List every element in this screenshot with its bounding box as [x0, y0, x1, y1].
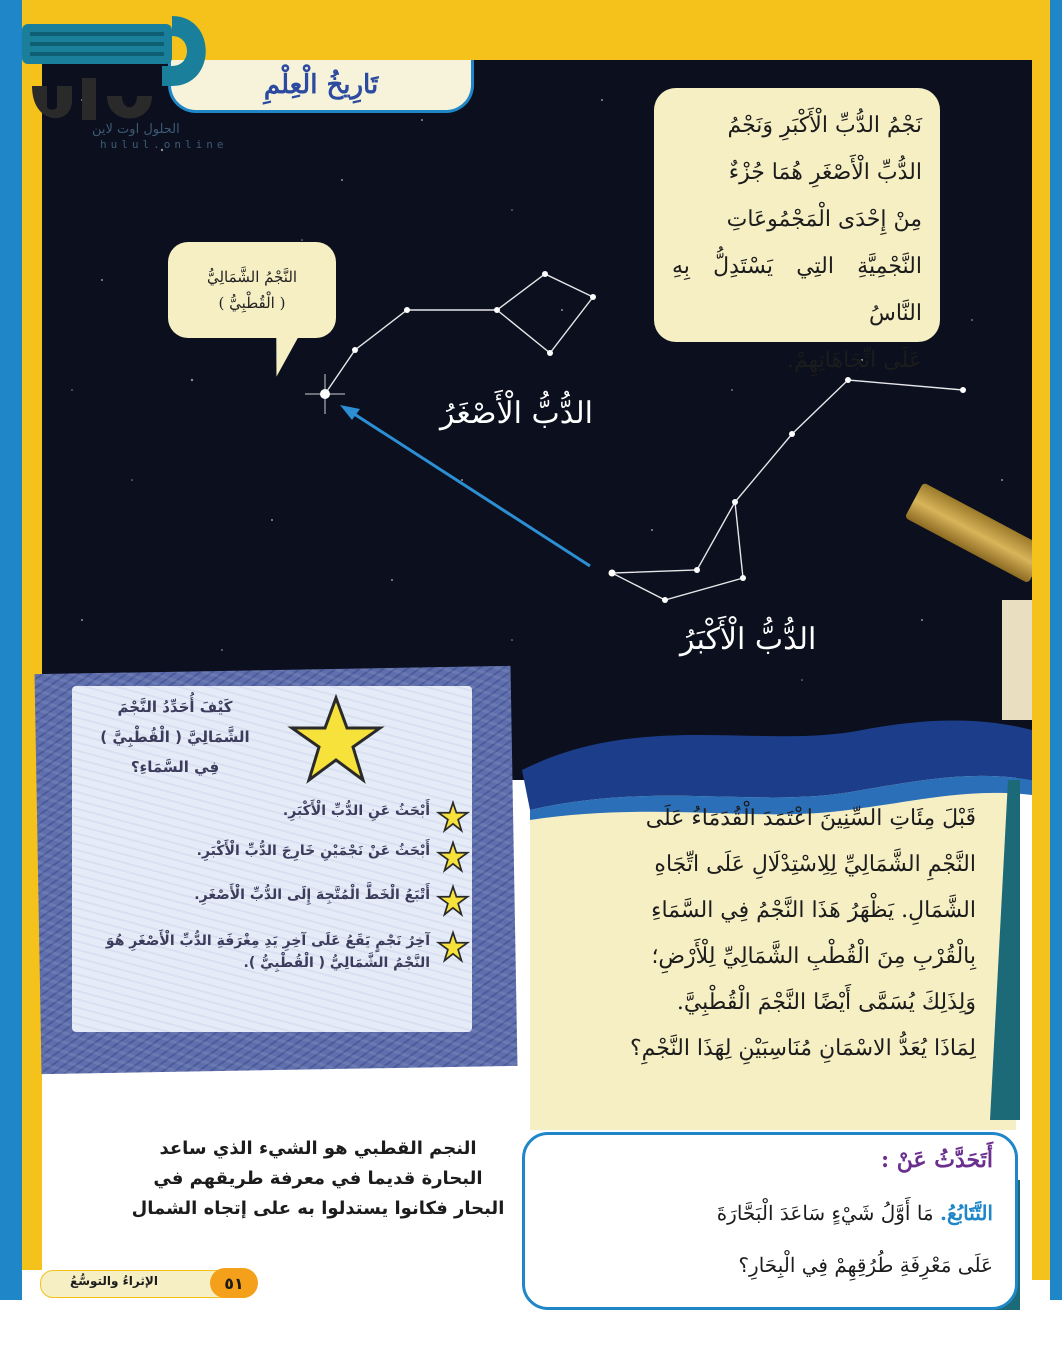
logo-text: الحلول اوت لاين [92, 122, 180, 137]
question-line: الشَّمَالِيَّ ( الْقُطْبِيَّ ) [100, 728, 250, 746]
question-line: كَيْفَ أُحَدِّدُ النَّجْمَ [117, 698, 233, 716]
info-line: نَجْمُ الدُّبِّ الْأَكْبَرِ وَنَجْمُ [727, 113, 922, 138]
how-to-question [90, 692, 260, 782]
info-line: الدُّبِّ الْأَصْغَرِ هُمَا جُزْءٌ [728, 160, 922, 185]
step-item [92, 800, 482, 840]
bubble-line: النَّجْمُ الشَّمَالِيُّ [206, 268, 298, 286]
frame-left-yellow [22, 0, 42, 1270]
paragraph-line: بِالْقُرْبِ مِنَ الْقُطْبِ الشَّمَالِيِّ لِلْأَرْضِ؛ [651, 944, 976, 969]
talk-question-line: مَا أَوَّلُ شَيْءٍ سَاعَدَ الْبَحَّارَةَ [716, 1201, 934, 1225]
step-text: أَبْحَثُ عَنْ نَجْمَيْنِ خَارِجَ الدُّبِّ الْأَكْبَرِ. [196, 843, 430, 859]
info-line: النَّجْمِيَّةِ التِي يَسْتَدِلُّ بِهِ النَّاسُ [672, 254, 922, 326]
constellation-info-box [654, 88, 940, 373]
page-number: ٥١ [210, 1268, 258, 1298]
step-item [92, 930, 482, 990]
page-footer [40, 1264, 254, 1300]
footer-section-label: الإثراءُ والتوسُّعُ [70, 1274, 158, 1288]
paragraph-line: قَبْلَ مِئَاتِ السِّنِينَ اعْتَمَدَ الْقُدَمَاءُ عَلَى [645, 806, 976, 831]
step-text: آخِرُ نَجْمٍ يَقَعُ عَلَى آخِرِ يَدِ مِغْرَفَةِ الدُّبِّ الْأَصْغَرِ هُوَ النَّجْمُ الشَّمَالِيُّ ( الْقُطْبِيُّ ). [105, 933, 430, 971]
question-line: فِي السَّمَاءِ؟ [130, 758, 220, 776]
main-paragraph [540, 796, 976, 1072]
step-item [92, 840, 482, 880]
pointer-arrow [348, 410, 590, 566]
bubble-line: ( الْقُطْبِيُّ ) [218, 294, 286, 312]
star-bullet-icon [436, 930, 470, 964]
frame-left-blue [0, 0, 22, 1300]
section-title-tab [168, 60, 474, 113]
info-line: عَلَى اتِّجَاهَاتِهِمْ. [786, 348, 922, 373]
answer-text: النجم القطبي هو الشيء الذي ساعد البحارة قديما في معرفة طريقهم في البحار فكانوا يستدلوا به على إتجاه الشمال [131, 1138, 505, 1219]
logo-subtext: hulul.online [100, 138, 228, 151]
paragraph-line: الشَّمَالِ. يَظْهَرُ هَذَا النَّجْمُ فِي السَّمَاءِ [651, 898, 976, 923]
info-line: مِنْ إِحْدَى الْمَجْمُوعَاتِ [726, 207, 922, 232]
step-text: أَتْبَعُ الْخَطَّ الْمُتَّجِهَ إِلَى الدُّبِّ الْأَصْغَرِ. [194, 887, 430, 903]
paragraph-line: النَّجْمِ الشَّمَالِيِّ لِلِاسْتِدْلَالِ عَلَى اتِّجَاهِ [654, 852, 976, 877]
star-bullet-icon [436, 884, 470, 918]
north-star-bubble [168, 242, 336, 338]
frame-right-yellow [1032, 0, 1050, 1280]
star-bullet-icon [436, 800, 470, 834]
star-bullet-icon [436, 840, 470, 874]
talk-about-box [522, 1132, 1018, 1310]
little-dipper-label: الدُّبُّ الْأَصْغَرُ [440, 396, 593, 431]
big-dipper-label: الدُّبُّ الْأَكْبَرُ [680, 622, 817, 657]
paragraph-line: لِمَاذَا يُعَدُّ الاسْمَانِ مُنَاسِبَيْنِ لِهَذَا النَّجْمِ؟ [629, 1036, 976, 1061]
frame-right-blue [1050, 0, 1062, 1300]
step-item [92, 884, 482, 924]
star-icon [286, 690, 386, 790]
talk-heading: أَتَحَدَّثُ عَنْ : [880, 1147, 993, 1173]
talk-question-line: عَلَى مَعْرِفَةِ طُرُقِهِمْ فِي الْبِحَارِ؟ [738, 1253, 993, 1277]
talk-keyword: التَّتَابُعُ. [940, 1201, 993, 1225]
section-title: تَارِيخُ الْعِلْمِ [263, 70, 379, 100]
step-text: أَبْحَثُ عَنِ الدُّبِّ الْأَكْبَرِ. [282, 803, 430, 819]
talk-question [543, 1187, 993, 1291]
paragraph-line: وَلِذَلِكَ يُسَمَّى أَيْضًا النَّجْمَ الْقُطْبِيَّ. [676, 990, 976, 1015]
